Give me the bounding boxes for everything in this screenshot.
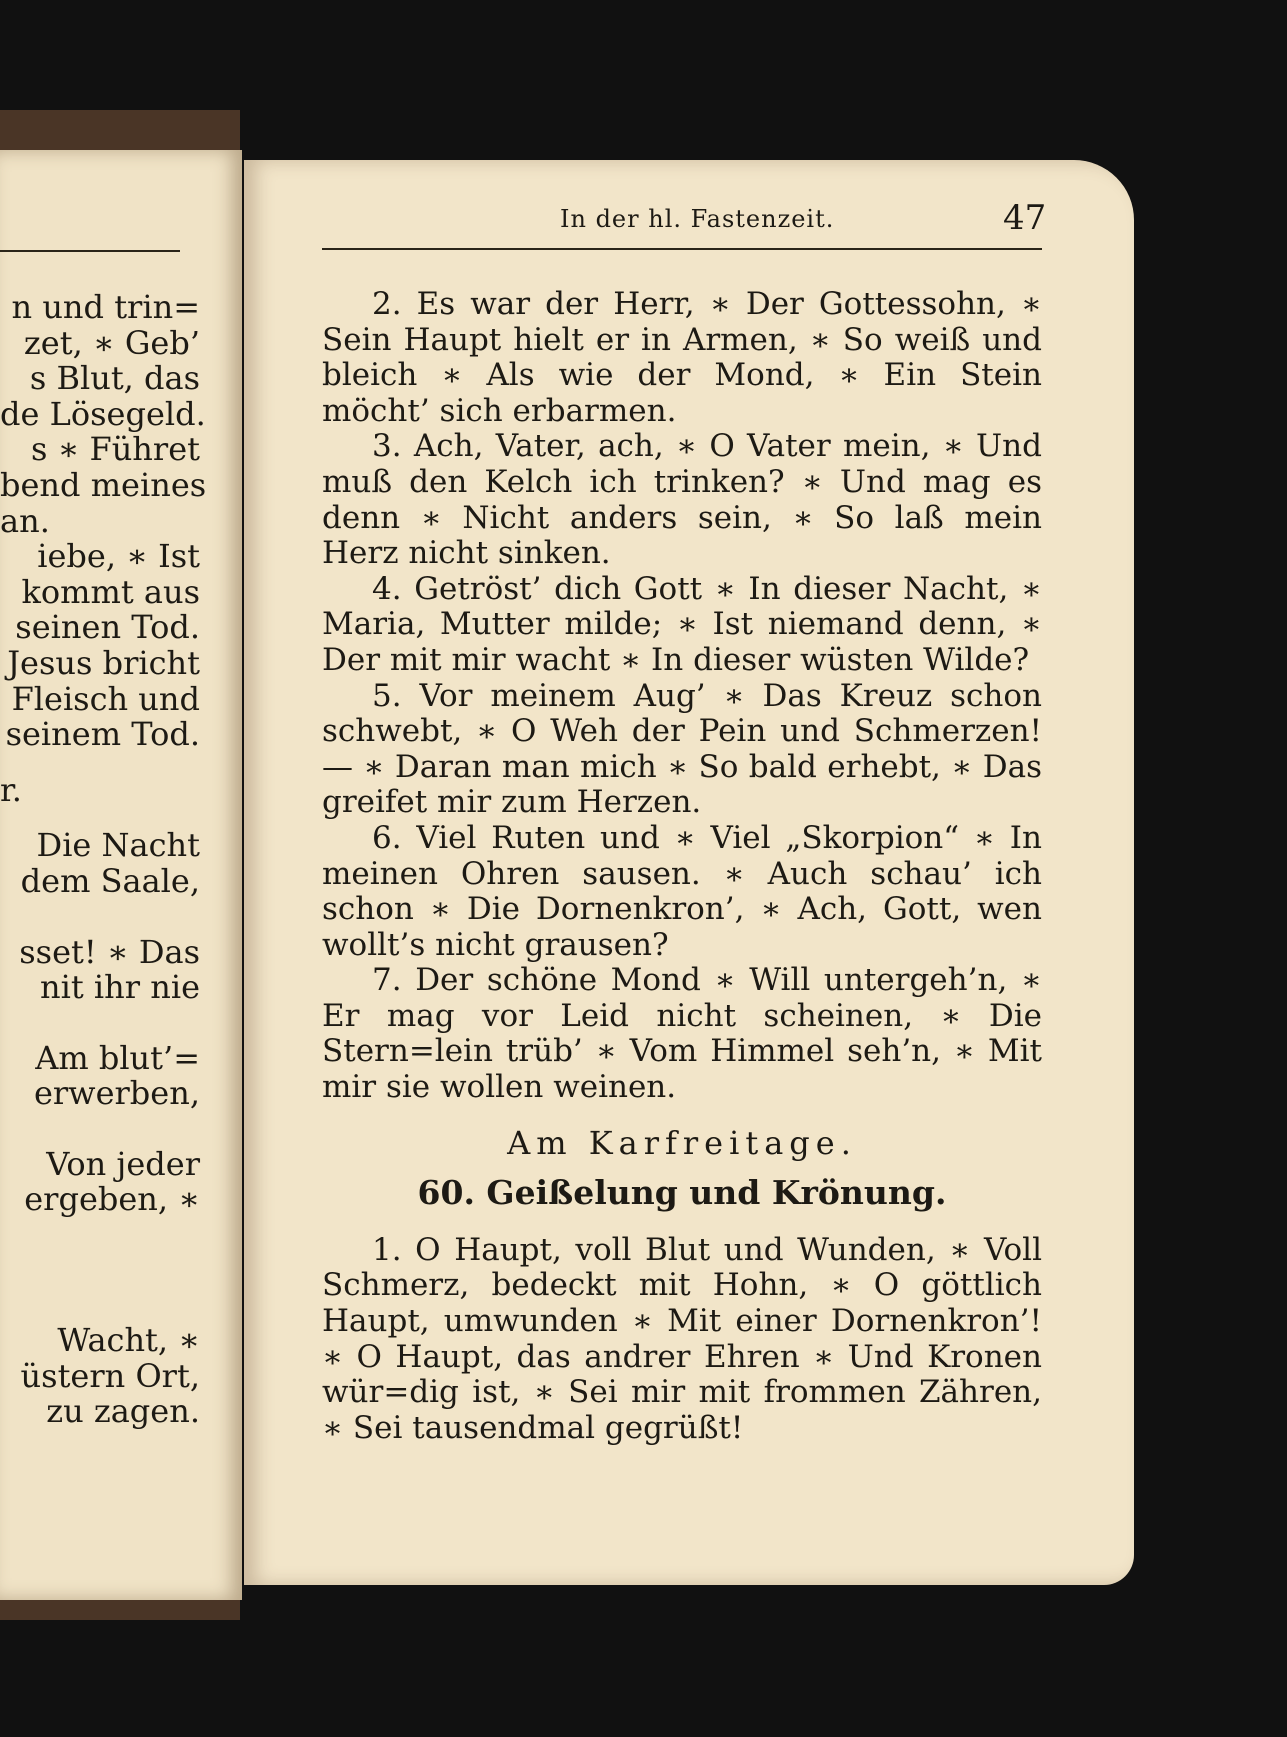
stanza: 7. Der schöne Mond ∗ Will untergeh’n, ∗ Er mag vor Leid nicht scheinen, ∗ Die Stern=lein trüb’ ∗ Vom Himmel seh’n, ∗ Mit mir sie wollen weinen. <box>322 962 1042 1106</box>
left-line: sset! ∗ Das <box>19 932 200 971</box>
left-line: erwerben, <box>33 1074 200 1113</box>
stanza: 4. Getröst’ dich Gott ∗ In dieser Nacht, ∗ Maria, Mutter milde; ∗ Ist niemand denn, ∗ Der mit mir wacht ∗ In dieser wüsten Wilde? <box>322 570 1042 678</box>
left-line: s Blut, das <box>29 359 200 398</box>
left-line: Fleisch und <box>11 679 200 718</box>
stanza: 5. Vor meinem Aug’ ∗ Das Kreuz schon schwebt, ∗ O Weh der Pein und Schmerzen! — ∗ Daran man mich ∗ So bald erhebt, ∗ Das greifet mir zum Herzen. <box>322 677 1042 821</box>
left-line: Die Nacht <box>36 826 200 865</box>
left-line: Jesus bricht <box>7 643 200 682</box>
page-number: 47 <box>1003 198 1047 238</box>
left-header-rule <box>0 250 180 252</box>
left-line: de Lösegeld. <box>0 394 206 433</box>
left-page-text <box>0 288 207 1431</box>
left-line: s ∗ Führet <box>30 430 200 469</box>
stanza: 2. Es war der Herr, ∗ Der Gottessohn, ∗ Sein Haupt hielt er in Armen, ∗ So weiß und bleich ∗ Als wie der Mond, ∗ Ein Stein möcht’ sich erbarmen. <box>322 286 1042 429</box>
left-line: dem Saale, <box>20 861 200 900</box>
left-line: bend meines <box>0 465 207 504</box>
left-line: Wacht, ∗ <box>57 1321 200 1360</box>
header-rule <box>322 248 1042 250</box>
left-line: n und trin= <box>11 288 200 326</box>
running-head: In der hl. Fastenzeit. <box>560 205 835 233</box>
stanza: 3. Ach, Vater, ach, ∗ O Vater mein, ∗ Und muß den Kelch ich trinken? ∗ Und mag es denn ∗ Nicht anders sein, ∗ So laß mein Herz nicht sinken. <box>322 428 1042 572</box>
left-line: zet, ∗ Geb’ <box>23 323 200 362</box>
left-line: üstern Ort, <box>20 1356 200 1395</box>
song-title: 60. Geißelung und Krönung. <box>417 1173 947 1213</box>
left-line: iebe, ∗ Ist <box>37 537 200 576</box>
left-line: r. <box>0 770 22 809</box>
left-line: Am blut’= <box>35 1038 200 1077</box>
right-page-text <box>322 287 1042 1446</box>
left-line: kommt aus <box>21 572 200 611</box>
stanza: 1. O Haupt, voll Blut und Wunden, ∗ Voll Schmerz, bedeckt mit Hohn, ∗ O göttlich Haupt, umwunden ∗ Mit einer Dornenkron’! ∗ O Haupt, das andrer Ehren ∗ Und Kronen wür=dig ist, ∗ Sei mir mit frommen Zähren, ∗ Sei tausendmal gegrüßt! <box>322 1231 1042 1446</box>
section-title: Am Karfreitage. <box>507 1123 857 1162</box>
left-line: seinen Tod. <box>15 608 200 647</box>
left-line: ergeben, ∗ <box>24 1180 200 1219</box>
left-line: seinem Tod. <box>5 715 200 754</box>
left-line: Von jeder <box>46 1144 200 1183</box>
stanza: 6. Viel Ruten und ∗ Viel „Skorpion“ ∗ In meinen Ohren sausen. ∗ Auch schau’ ich schon ∗ Die Dornenkron’, ∗ Ach, Gott, wen wollt’s nicht grausen? <box>322 819 1042 963</box>
left-line: zu zagen. <box>46 1392 200 1431</box>
left-line: an. <box>0 501 50 540</box>
left-line: nit ihr nie <box>40 968 200 1007</box>
